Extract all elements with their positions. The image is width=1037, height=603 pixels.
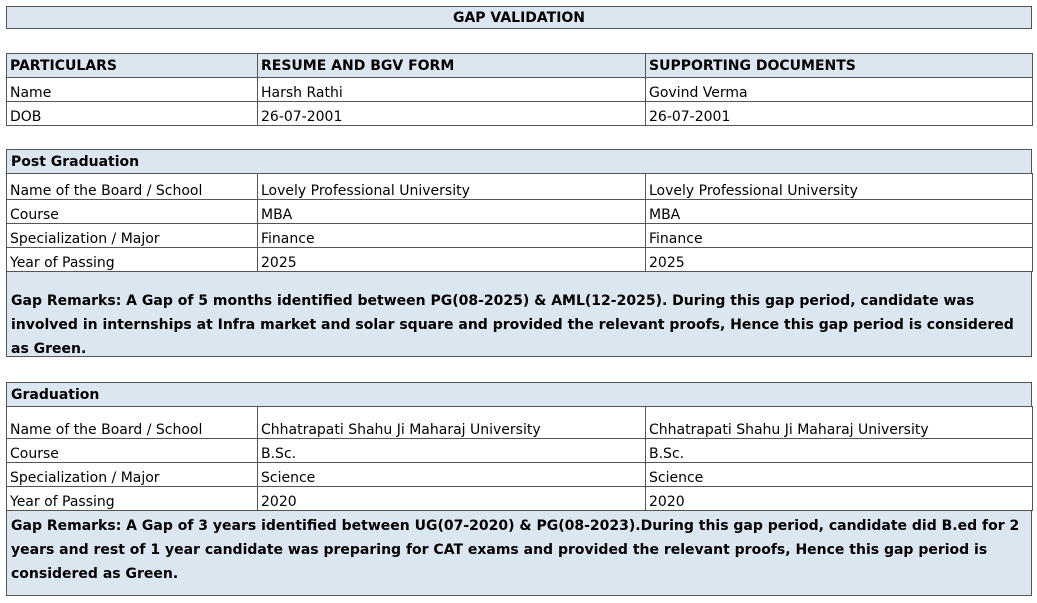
supporting-value: B.Sc. bbox=[646, 439, 1033, 463]
resume-value: Chhatrapati Shahu Ji Maharaj University bbox=[258, 407, 646, 439]
supporting-value: MBA bbox=[646, 200, 1033, 224]
table-row bbox=[7, 487, 1033, 511]
row-label: Course bbox=[7, 439, 258, 463]
column-header-supporting: SUPPORTING DOCUMENTS bbox=[646, 54, 1033, 78]
supporting-value: 26-07-2001 bbox=[646, 102, 1033, 126]
table-row bbox=[7, 200, 1033, 224]
supporting-value: Science bbox=[646, 463, 1033, 487]
row-label: DOB bbox=[7, 102, 258, 126]
resume-value: Lovely Professional University bbox=[258, 174, 646, 200]
column-header-particulars: PARTICULARS bbox=[7, 54, 258, 78]
row-label: Year of Passing bbox=[7, 248, 258, 272]
table-row-name bbox=[7, 78, 1033, 102]
column-header-row bbox=[7, 54, 1033, 78]
supporting-value: 2020 bbox=[646, 487, 1033, 511]
identity-table bbox=[6, 53, 1032, 126]
resume-value: 2020 bbox=[258, 487, 646, 511]
post-graduation-section bbox=[6, 149, 1032, 357]
page-title: GAP VALIDATION bbox=[6, 6, 1032, 29]
resume-value: Science bbox=[258, 463, 646, 487]
supporting-value: 2025 bbox=[646, 248, 1033, 272]
row-label: Name of the Board / School bbox=[7, 174, 258, 200]
gap-remarks: Gap Remarks: A Gap of 5 months identified between PG(08-2025) & AML(12-2025). During this gap period, candidate was involved in internships at Infra market and solar square and provided the relevant proofs, Hence this gap period is considered as Green. bbox=[6, 271, 1032, 357]
table-row bbox=[7, 407, 1033, 439]
row-label: Name bbox=[7, 78, 258, 102]
supporting-value: Finance bbox=[646, 224, 1033, 248]
table-row bbox=[7, 463, 1033, 487]
row-label: Year of Passing bbox=[7, 487, 258, 511]
supporting-value: Chhatrapati Shahu Ji Maharaj University bbox=[646, 407, 1033, 439]
section-heading: Post Graduation bbox=[6, 149, 1032, 174]
resume-value: 26-07-2001 bbox=[258, 102, 646, 126]
row-label: Specialization / Major bbox=[7, 463, 258, 487]
table-row bbox=[7, 439, 1033, 463]
resume-value: Harsh Rathi bbox=[258, 78, 646, 102]
row-label: Name of the Board / School bbox=[7, 407, 258, 439]
resume-value: B.Sc. bbox=[258, 439, 646, 463]
row-label: Specialization / Major bbox=[7, 224, 258, 248]
resume-value: 2025 bbox=[258, 248, 646, 272]
table-row bbox=[7, 174, 1033, 200]
table-row-dob bbox=[7, 102, 1033, 126]
supporting-value: Govind Verma bbox=[646, 78, 1033, 102]
resume-value: MBA bbox=[258, 200, 646, 224]
gap-remarks: Gap Remarks: A Gap of 3 years identified between UG(07-2020) & PG(08-2023).During this gap period, candidate did B.ed for 2 years and rest of 1 year candidate was preparing for CAT exams and provided the relevant proofs, Hence this gap period is considered as Green. bbox=[6, 510, 1032, 596]
section-heading: Graduation bbox=[6, 382, 1032, 407]
resume-value: Finance bbox=[258, 224, 646, 248]
column-header-resume: RESUME AND BGV FORM bbox=[258, 54, 646, 78]
row-label: Course bbox=[7, 200, 258, 224]
graduation-section bbox=[6, 382, 1032, 596]
supporting-value: Lovely Professional University bbox=[646, 174, 1033, 200]
table-row bbox=[7, 248, 1033, 272]
table-row bbox=[7, 224, 1033, 248]
